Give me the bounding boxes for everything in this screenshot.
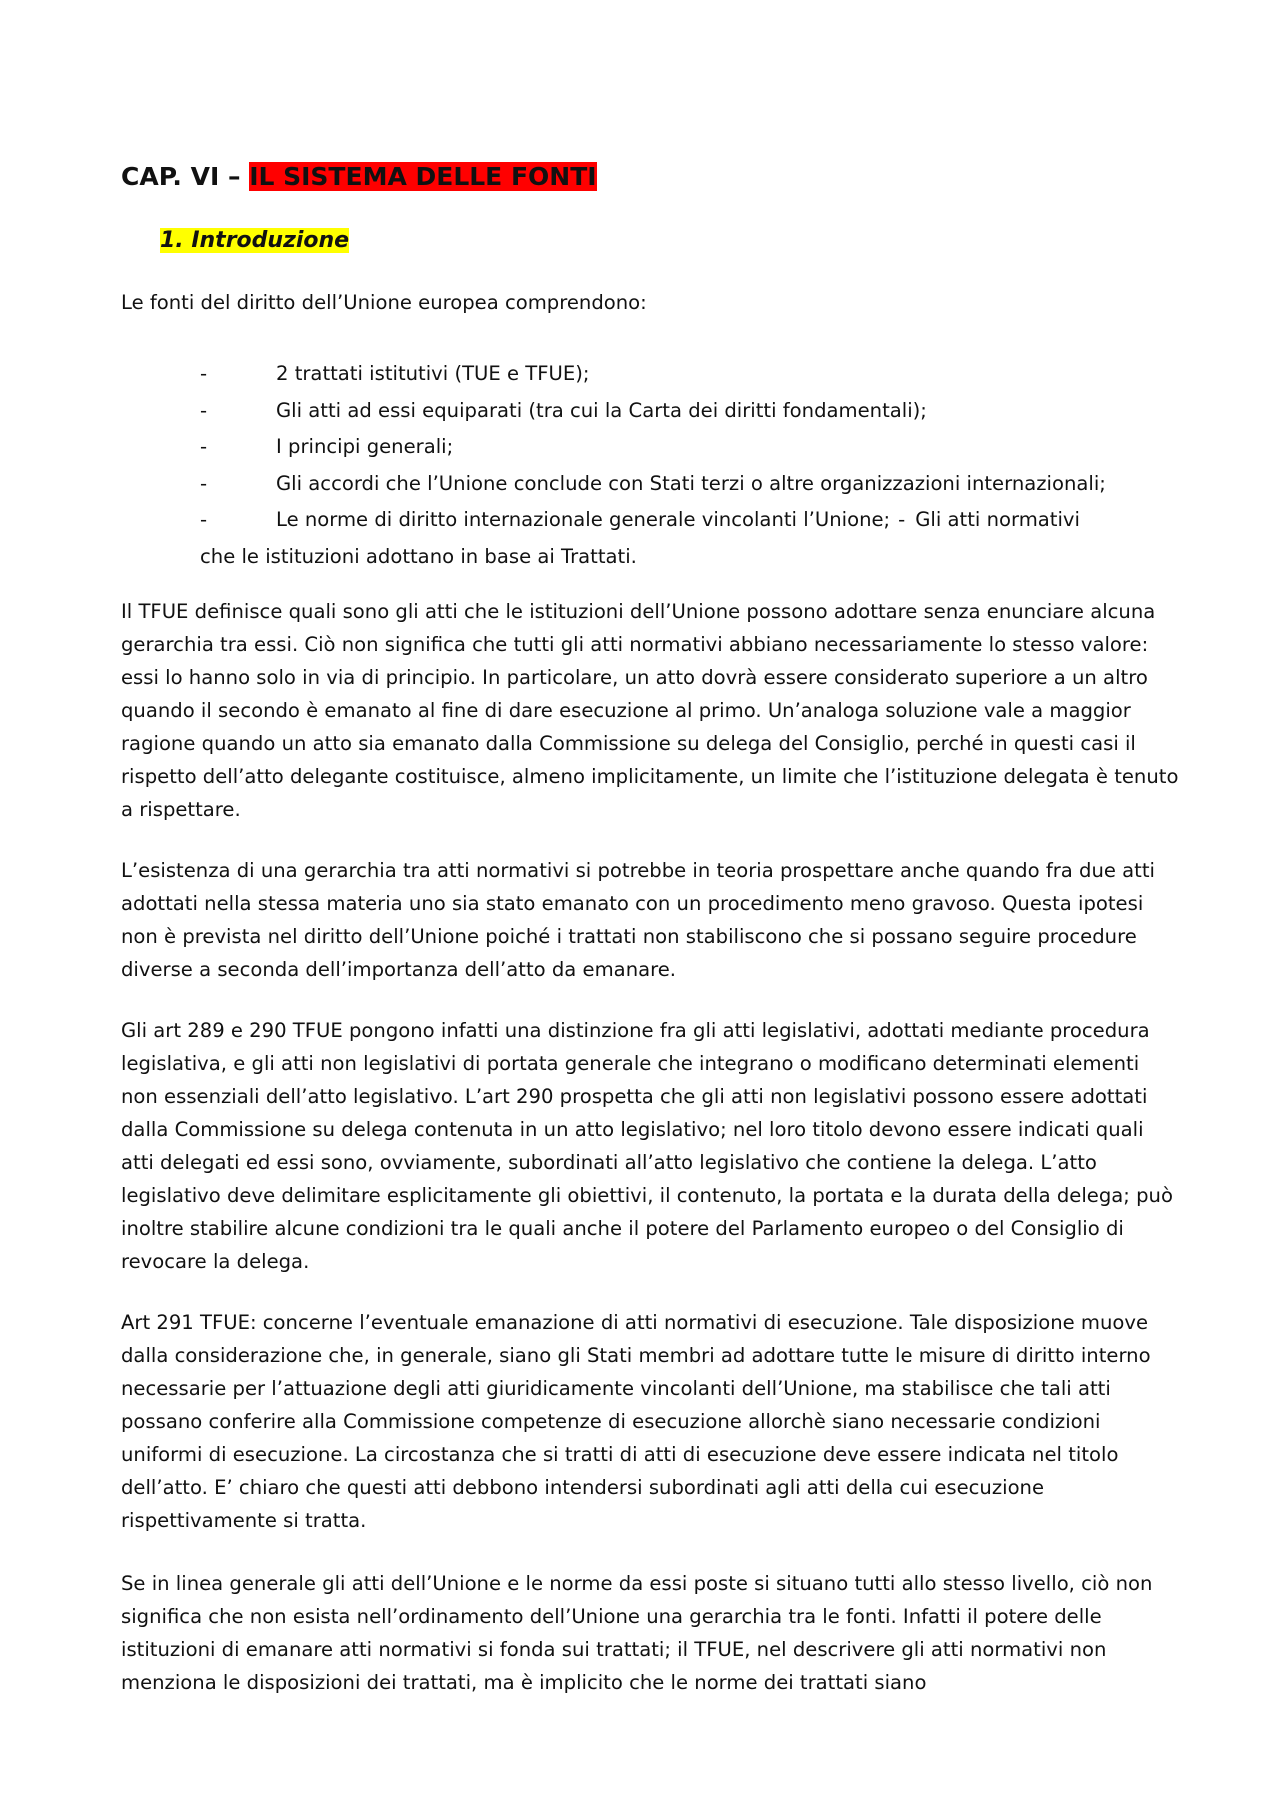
chapter-title	[121, 160, 597, 194]
section-title-highlighted: 1. Introduzione	[160, 228, 350, 253]
list-item	[200, 502, 1200, 539]
list-dash: -	[200, 435, 208, 458]
list-item	[200, 429, 1200, 466]
body-paragraph-5: Se in linea generale gli atti dell’Unione e le norme da essi poste si situano tutti allo stesso livello, ciò non significa che non esista nell’ordinamento dell’Unione una gerarchia tra le fonti. Infatti il potere delle istituzioni di emanare atti normativi si fonda sui trattati; il TFUE, nel descrivere gli atti normativi non menziona le disposizioni dei trattati, ma è implicito che le norme dei trattati siano	[121, 1572, 1153, 1694]
list-item-text: I principi generali;	[276, 435, 454, 458]
list-dash: -	[200, 508, 208, 531]
body-paragraph-1: Il TFUE definisce quali sono gli atti che le istituzioni dell’Unione possono adottare senza enunciare alcuna gerarchia tra essi. Ciò non significa che tutti gli atti normativi abbiano necessariamente lo stesso valore: essi lo hanno solo in via di principio. In particolare, un atto dovrà essere considerato superiore a un altro quando il secondo è emanato al fine di dare esecuzione al primo. Un’analoga soluzione vale a maggior ragione quando un atto sia emanato dalla Commissione su delega del Consiglio, perché in questi casi il rispetto dell’atto delegante costituisce, almeno implicitamente, un limite che l’istituzione delegata è tenuto a rispettare.	[121, 600, 1179, 821]
body-paragraph-3: Gli art 289 e 290 TFUE pongono infatti una distinzione fra gli atti legislativi, adottati mediante procedura legislativa, e gli atti non legislativi di portata generale che integrano o modificano determinati elementi non essenziali dell’atto legislativo. L’art 290 prospetta che gli atti non legislativi possono essere adottati dalla Commissione su delega contenuta in un atto legislativo; nel loro titolo devono essere indicati quali atti delegati ed essi sono, ovviamente, subordinati all’atto legislativo che contiene la delega. L’atto legislativo deve delimitare esplicitamente gli obiettivi, il contenuto, la portata e la durata della delega; può inoltre stabilire alcune condizioni tra le quali anche il potere del Parlamento europeo o del Consiglio di revocare la delega.	[121, 1019, 1173, 1273]
section-title	[160, 225, 349, 257]
list-item-text: 2 trattati istitutivi (TUE e TFUE);	[276, 362, 590, 385]
list-item	[200, 393, 1200, 430]
list-item-text: che le istituzioni adottano in base ai Trattati.	[200, 544, 637, 568]
list-item-continuation	[200, 539, 1200, 576]
list-item-text: Gli atti normativi	[915, 508, 1080, 531]
list-item	[200, 356, 1200, 393]
list-dash: -	[200, 471, 208, 495]
list-item	[200, 466, 1200, 503]
chapter-prefix: CAP. VI –	[121, 162, 250, 191]
body-paragraph-2: L’esistenza di una gerarchia tra atti normativi si potrebbe in teoria prospettare anche quando fra due atti adottati nella stessa materia uno sia stato emanato con un procedimento meno gravoso. Questa ipotesi non è prevista nel diritto dell’Unione poiché i trattati non stabiliscono che si possano seguire procedure diverse a seconda dell’importanza dell’atto da emanare.	[121, 859, 1155, 981]
list-item-text: Le norme di diritto internazionale generale vincolanti l’Unione;	[276, 508, 891, 531]
list-dash: -	[200, 362, 208, 385]
body-paragraph-4: Art 291 TFUE: concerne l’eventuale emanazione di atti normativi di esecuzione. Tale disposizione muove dalla considerazione che, in generale, siano gli Stati membri ad adottare tutte le misure di diritto interno necessarie per l’attuazione degli atti giuridicamente vincolanti dell’Unione, ma stabilisce che tali atti possano conferire alla Commissione competenze di esecuzione allorchè siano necessarie condizioni uniformi di esecuzione. La circostanza che si tratti di atti di esecuzione deve essere indicata nel titolo dell’atto. E’ chiaro che questi atti debbono intendersi subordinati agli atti della cui esecuzione rispettivamente si tratta.	[121, 1311, 1151, 1532]
list-dash-inline: -	[898, 508, 906, 531]
list-item-text: Gli accordi che l’Unione conclude con Stati terzi o altre organizzazioni internazionali;	[276, 471, 1106, 495]
intro-paragraph: Le fonti del diritto dell’Unione europea comprendono:	[121, 291, 647, 314]
sources-list	[200, 356, 1200, 575]
chapter-title-highlighted: IL SISTEMA DELLE FONTI	[249, 162, 597, 191]
list-dash: -	[200, 398, 208, 422]
list-item-text: Gli atti ad essi equiparati (tra cui la Carta dei diritti fondamentali);	[276, 398, 927, 422]
